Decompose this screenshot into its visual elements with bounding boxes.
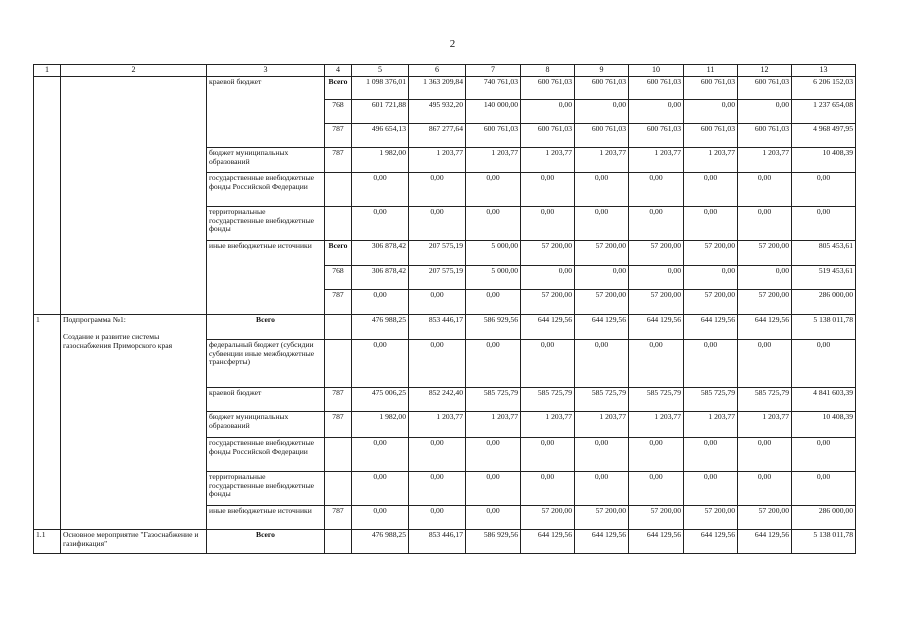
- value-cell: 1 203,77: [629, 148, 684, 173]
- value-cell: 0,00: [738, 438, 792, 472]
- value-cell: 0,00: [684, 472, 738, 506]
- value-cell: 585 725,79: [684, 388, 738, 412]
- subprogram-name: Создание и развитие системы газоснабжения Приморского края: [63, 332, 173, 350]
- value-cell: 5 138 011,78: [792, 530, 856, 554]
- value-cell: 57 200,00: [684, 290, 738, 315]
- value-cell: 0,00: [466, 340, 521, 388]
- value-cell: 57 200,00: [521, 290, 575, 315]
- value-cell: 0,00: [466, 438, 521, 472]
- column-number: 3: [207, 65, 325, 77]
- code-cell: [325, 207, 352, 241]
- code-cell: Всего: [325, 77, 352, 100]
- value-cell: 644 129,56: [629, 530, 684, 554]
- value-cell: 600 761,03: [738, 124, 792, 148]
- value-cell: 600 761,03: [629, 124, 684, 148]
- code-cell: 787: [325, 148, 352, 173]
- value-cell: 519 453,61: [792, 266, 856, 290]
- value-cell: 0,00: [409, 506, 466, 530]
- row-number-cell: 1.1: [34, 530, 61, 554]
- value-cell: 5 138 011,78: [792, 315, 856, 340]
- code-cell: [325, 173, 352, 207]
- value-cell: 1 982,00: [352, 148, 409, 173]
- value-cell: 57 200,00: [629, 506, 684, 530]
- value-cell: 0,00: [466, 173, 521, 207]
- source-label: иные внебюджетные источники: [207, 241, 325, 315]
- value-cell: 600 761,03: [738, 77, 792, 100]
- value-cell: 0,00: [409, 290, 466, 315]
- value-cell: 644 129,56: [738, 315, 792, 340]
- code-cell: 787: [325, 290, 352, 315]
- value-cell: 0,00: [521, 266, 575, 290]
- source-label: бюджет муниципальных образований: [207, 148, 325, 173]
- value-cell: 0,00: [466, 207, 521, 241]
- column-number: 6: [409, 65, 466, 77]
- value-cell: 805 453,61: [792, 241, 856, 266]
- value-cell: 585 725,79: [738, 388, 792, 412]
- value-cell: 0,00: [466, 290, 521, 315]
- value-cell: 0,00: [575, 207, 629, 241]
- value-cell: 57 200,00: [684, 506, 738, 530]
- subprogram-total-row: [34, 315, 856, 340]
- value-cell: 0,00: [466, 506, 521, 530]
- value-cell: 495 932,20: [409, 100, 466, 124]
- source-label: государственные внебюджетные фонды Российской Федерации: [207, 438, 325, 472]
- value-cell: 0,00: [352, 173, 409, 207]
- value-cell: 586 929,56: [466, 315, 521, 340]
- value-cell: 0,00: [629, 207, 684, 241]
- value-cell: 0,00: [684, 173, 738, 207]
- value-cell: 0,00: [684, 266, 738, 290]
- value-cell: 1 203,77: [738, 148, 792, 173]
- value-cell: 0,00: [792, 472, 856, 506]
- value-cell: 0,00: [352, 340, 409, 388]
- column-number: 5: [352, 65, 409, 77]
- value-cell: 475 006,25: [352, 388, 409, 412]
- value-cell: 1 203,77: [684, 412, 738, 438]
- value-cell: 0,00: [575, 100, 629, 124]
- value-cell: 0,00: [521, 472, 575, 506]
- value-cell: 1 203,77: [521, 148, 575, 173]
- value-cell: 585 725,79: [575, 388, 629, 412]
- value-cell: 0,00: [521, 100, 575, 124]
- value-cell: 57 200,00: [738, 506, 792, 530]
- value-cell: 0,00: [352, 207, 409, 241]
- value-cell: 0,00: [792, 438, 856, 472]
- value-cell: 585 725,79: [521, 388, 575, 412]
- value-cell: 0,00: [466, 472, 521, 506]
- value-cell: 0,00: [629, 438, 684, 472]
- value-cell: 4 841 603,39: [792, 388, 856, 412]
- value-cell: 0,00: [792, 340, 856, 388]
- code-cell: 787: [325, 388, 352, 412]
- value-cell: 0,00: [521, 438, 575, 472]
- value-cell: 207 575,19: [409, 266, 466, 290]
- value-cell: 853 446,17: [409, 315, 466, 340]
- row-number-cell: 1: [34, 315, 61, 530]
- value-cell: 853 446,17: [409, 530, 466, 554]
- source-label: иные внебюджетные источники: [207, 506, 325, 530]
- column-number: 13: [792, 65, 856, 77]
- value-cell: 1 203,77: [575, 148, 629, 173]
- value-cell: 600 761,03: [575, 124, 629, 148]
- source-label: краевой бюджет: [207, 77, 325, 148]
- value-cell: 57 200,00: [575, 506, 629, 530]
- value-cell: 0,00: [629, 472, 684, 506]
- value-cell: 644 129,56: [684, 530, 738, 554]
- code-cell: [325, 340, 352, 388]
- source-label: бюджет муниципальных образований: [207, 412, 325, 438]
- value-cell: 57 200,00: [738, 241, 792, 266]
- value-cell: 286 000,00: [792, 290, 856, 315]
- value-cell: 0,00: [629, 100, 684, 124]
- value-cell: 286 000,00: [792, 506, 856, 530]
- value-cell: 207 575,19: [409, 241, 466, 266]
- value-cell: 57 200,00: [629, 290, 684, 315]
- value-cell: 496 654,13: [352, 124, 409, 148]
- value-cell: 586 929,56: [466, 530, 521, 554]
- value-cell: 600 761,03: [684, 77, 738, 100]
- value-cell: 0,00: [521, 340, 575, 388]
- value-cell: 585 725,79: [466, 388, 521, 412]
- value-cell: 0,00: [409, 472, 466, 506]
- code-cell: 787: [325, 412, 352, 438]
- subprogram-title: Подпрограмма №1:: [63, 315, 126, 324]
- value-cell: 0,00: [521, 173, 575, 207]
- value-cell: 600 761,03: [575, 77, 629, 100]
- value-cell: 1 203,77: [629, 412, 684, 438]
- source-label: Всего: [207, 530, 325, 554]
- value-cell: 0,00: [684, 207, 738, 241]
- column-number: 9: [575, 65, 629, 77]
- value-cell: 0,00: [352, 290, 409, 315]
- page-number: 2: [449, 38, 456, 50]
- column-number: 2: [61, 65, 207, 77]
- value-cell: 0,00: [575, 472, 629, 506]
- column-number-header-row: [34, 65, 856, 77]
- value-cell: 57 200,00: [629, 241, 684, 266]
- code-cell: 787: [325, 124, 352, 148]
- value-cell: 644 129,56: [575, 315, 629, 340]
- value-cell: 852 242,40: [409, 388, 466, 412]
- value-cell: 57 200,00: [575, 290, 629, 315]
- value-cell: 140 000,00: [466, 100, 521, 124]
- value-cell: 0,00: [684, 100, 738, 124]
- value-cell: 740 761,03: [466, 77, 521, 100]
- source-label: территориальные государственные внебюджетные фонды: [207, 207, 325, 241]
- code-cell: 787: [325, 506, 352, 530]
- value-cell: 1 203,77: [409, 412, 466, 438]
- value-cell: 476 988,25: [352, 315, 409, 340]
- value-cell: 0,00: [409, 340, 466, 388]
- column-number: 11: [684, 65, 738, 77]
- value-cell: 600 761,03: [521, 77, 575, 100]
- value-cell: 0,00: [792, 173, 856, 207]
- value-cell: 57 200,00: [575, 241, 629, 266]
- column-number: 10: [629, 65, 684, 77]
- value-cell: 1 203,77: [409, 148, 466, 173]
- value-cell: 644 129,56: [738, 530, 792, 554]
- value-cell: 0,00: [575, 266, 629, 290]
- value-cell: 1 203,77: [684, 148, 738, 173]
- value-cell: 0,00: [521, 207, 575, 241]
- value-cell: 0,00: [409, 438, 466, 472]
- value-cell: 644 129,56: [521, 315, 575, 340]
- value-cell: 6 206 152,03: [792, 77, 856, 100]
- value-cell: 1 237 654,08: [792, 100, 856, 124]
- value-cell: 644 129,56: [521, 530, 575, 554]
- source-label: Всего: [207, 315, 325, 340]
- value-cell: 0,00: [629, 266, 684, 290]
- value-cell: 10 408,39: [792, 412, 856, 438]
- value-cell: 1 363 209,84: [409, 77, 466, 100]
- code-cell: [325, 530, 352, 554]
- code-cell: 768: [325, 100, 352, 124]
- value-cell: 0,00: [738, 173, 792, 207]
- value-cell: 0,00: [738, 472, 792, 506]
- value-cell: 644 129,56: [629, 315, 684, 340]
- value-cell: 0,00: [738, 100, 792, 124]
- value-cell: 1 203,77: [738, 412, 792, 438]
- value-cell: 0,00: [352, 506, 409, 530]
- value-cell: 600 761,03: [521, 124, 575, 148]
- value-cell: 0,00: [575, 173, 629, 207]
- value-cell: 306 878,42: [352, 266, 409, 290]
- value-cell: 57 200,00: [738, 290, 792, 315]
- value-cell: 0,00: [409, 173, 466, 207]
- value-cell: 1 203,77: [575, 412, 629, 438]
- value-cell: 0,00: [738, 207, 792, 241]
- source-label: территориальные государственные внебюджетные фонды: [207, 472, 325, 506]
- code-cell: [325, 438, 352, 472]
- item-name-cell: [61, 315, 207, 530]
- source-label: федеральный бюджет (субсидии субвенции иные межбюджетные трансферты): [207, 340, 325, 388]
- value-cell: 601 721,88: [352, 100, 409, 124]
- value-cell: 0,00: [352, 438, 409, 472]
- value-cell: 0,00: [738, 340, 792, 388]
- value-cell: 1 203,77: [466, 148, 521, 173]
- value-cell: 600 761,03: [629, 77, 684, 100]
- value-cell: 57 200,00: [521, 241, 575, 266]
- code-cell: [325, 472, 352, 506]
- item-name-cell: [61, 77, 207, 315]
- value-cell: 57 200,00: [521, 506, 575, 530]
- value-cell: 644 129,56: [684, 315, 738, 340]
- item-name-cell: Основное мероприятие "Газоснабжение и газификация": [61, 530, 207, 554]
- value-cell: 476 988,25: [352, 530, 409, 554]
- code-cell: [325, 315, 352, 340]
- main-activity-total-row: [34, 530, 856, 554]
- source-label: краевой бюджет: [207, 388, 325, 412]
- value-cell: 644 129,56: [575, 530, 629, 554]
- table-row: [34, 77, 856, 100]
- value-cell: 0,00: [409, 207, 466, 241]
- value-cell: 1 203,77: [521, 412, 575, 438]
- value-cell: 0,00: [352, 472, 409, 506]
- value-cell: 57 200,00: [684, 241, 738, 266]
- value-cell: 0,00: [684, 438, 738, 472]
- value-cell: 1 982,00: [352, 412, 409, 438]
- value-cell: 5 000,00: [466, 266, 521, 290]
- value-cell: 5 000,00: [466, 241, 521, 266]
- value-cell: 0,00: [575, 438, 629, 472]
- value-cell: 0,00: [684, 340, 738, 388]
- value-cell: 0,00: [575, 340, 629, 388]
- value-cell: 585 725,79: [629, 388, 684, 412]
- column-number: 12: [738, 65, 792, 77]
- value-cell: 1 098 376,01: [352, 77, 409, 100]
- column-number: 1: [34, 65, 61, 77]
- value-cell: 10 408,39: [792, 148, 856, 173]
- code-cell: 768: [325, 266, 352, 290]
- value-cell: 600 761,03: [684, 124, 738, 148]
- value-cell: 0,00: [629, 173, 684, 207]
- column-number: 4: [325, 65, 352, 77]
- value-cell: 4 968 497,95: [792, 124, 856, 148]
- value-cell: 0,00: [629, 340, 684, 388]
- budget-table: [33, 64, 856, 554]
- value-cell: 600 761,03: [466, 124, 521, 148]
- value-cell: 0,00: [738, 266, 792, 290]
- value-cell: 867 277,64: [409, 124, 466, 148]
- column-number: 7: [466, 65, 521, 77]
- row-number-cell: [34, 77, 61, 315]
- column-number: 8: [521, 65, 575, 77]
- value-cell: 306 878,42: [352, 241, 409, 266]
- code-cell: Всего: [325, 241, 352, 266]
- value-cell: 1 203,77: [466, 412, 521, 438]
- source-label: государственные внебюджетные фонды Российской Федерации: [207, 173, 325, 207]
- value-cell: 0,00: [792, 207, 856, 241]
